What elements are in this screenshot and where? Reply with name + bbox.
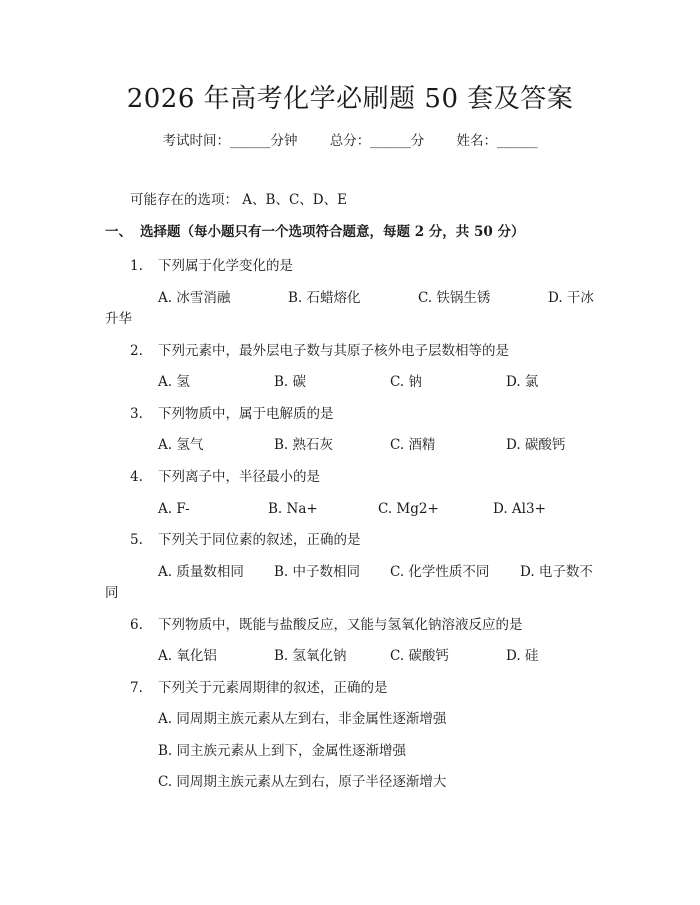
question-stem: 下列元素中，最外层电子数与其原子核外电子层数相等的是 — [158, 343, 509, 359]
question-option-wrap: 升华 — [105, 311, 132, 327]
question-option: C. 同周期主族元素从左到右，原子半径逐渐增大 — [158, 774, 447, 790]
question-option-wrap: 同 — [105, 585, 119, 601]
question-option: A. 质量数相同 — [158, 564, 244, 580]
question-option: B. 石蜡熔化 — [288, 290, 361, 306]
question-stem: 下列关于同位素的叙述，正确的是 — [158, 532, 361, 548]
question-option: C. 钠 — [390, 374, 422, 390]
question-stem: 下列关于元素周期律的叙述，正确的是 — [158, 680, 388, 696]
exam-time-field: 考试时间：______分钟 — [162, 133, 298, 149]
question-option: B. 中子数相同 — [274, 564, 361, 580]
question-option: D. Al3+ — [493, 501, 546, 517]
question-option: A. 同周期主族元素从左到右，非金属性逐渐增强 — [158, 711, 447, 727]
question-option: C. 碳酸钙 — [390, 648, 449, 664]
question-option: D. 硅 — [506, 648, 539, 664]
question-option: A. 氧化铝 — [158, 648, 217, 664]
question-option: A. 氢 — [158, 374, 190, 390]
question-number: 3. — [130, 406, 143, 422]
question-number: 4. — [130, 469, 143, 485]
question-option: A. F- — [158, 501, 190, 517]
question-option: B. 氢氧化钠 — [274, 648, 347, 664]
exam-meta — [0, 131, 700, 151]
question-stem: 下列属于化学变化的是 — [158, 258, 293, 274]
question-option: B. 碳 — [274, 374, 307, 390]
section-number: 一、 — [105, 224, 132, 240]
section-title: 选择题（每小题只有一个选项符合题意，每题 2 分，共 50 分） — [140, 224, 525, 240]
question-number: 6. — [130, 617, 143, 633]
question-option: D. 电子数不 — [520, 564, 593, 580]
question-stem: 下列离子中，半径最小的是 — [158, 469, 320, 485]
question-option: C. 化学性质不同 — [390, 564, 490, 580]
question-option: C. 酒精 — [390, 437, 436, 453]
question-option: A. 冰雪消融 — [158, 290, 231, 306]
question-option: D. 碳酸钙 — [506, 437, 566, 453]
question-stem: 下列物质中，属于电解质的是 — [158, 406, 334, 422]
total-score-field: 总分：______分 — [329, 133, 425, 149]
question-number: 5. — [130, 532, 143, 548]
question-option: D. 干冰 — [548, 290, 594, 306]
question-option: B. Na+ — [268, 501, 318, 517]
question-option: C. Mg2+ — [378, 501, 439, 517]
question-number: 2. — [130, 343, 143, 359]
question-option: C. 铁锅生锈 — [418, 290, 491, 306]
options-note: 可能存在的选项： A、B、C、D、E — [130, 192, 347, 208]
document-title: 2026 年高考化学必刷题 50 套及答案 — [126, 84, 574, 114]
question-stem: 下列物质中，既能与盐酸反应，又能与氢氧化钠溶液反应的是 — [158, 617, 523, 633]
question-number: 1. — [130, 258, 143, 274]
question-number: 7. — [130, 680, 143, 696]
question-option: B. 熟石灰 — [274, 437, 334, 453]
question-option: B. 同主族元素从上到下，金属性逐渐增强 — [158, 743, 407, 759]
question-option: D. 氯 — [506, 374, 539, 390]
student-name-field: 姓名：______ — [456, 133, 538, 149]
question-option: A. 氢气 — [158, 437, 204, 453]
